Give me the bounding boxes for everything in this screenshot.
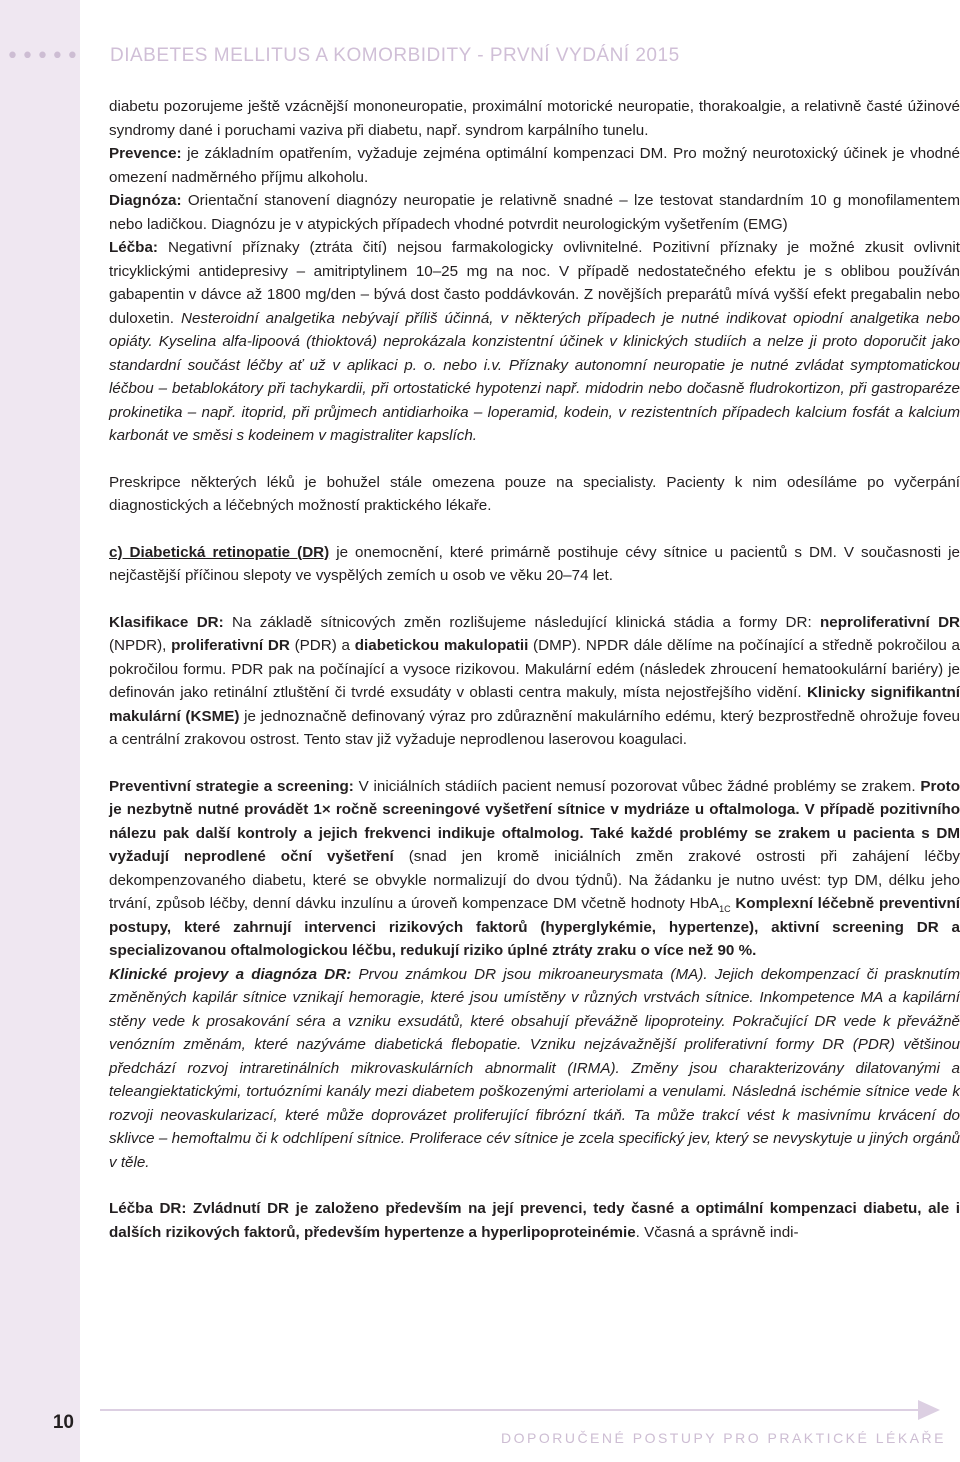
- retinopatie-heading: c) Diabetická retinopatie (DR): [109, 543, 330, 561]
- footer-title: DOPORUČENÉ POSTUPY PRO PRAKTICKÉ LÉKAŘE: [501, 1430, 946, 1446]
- diagnoza-label: Diagnóza:: [109, 192, 182, 209]
- screening-label: Preventivní strategie a screening:: [109, 777, 354, 795]
- paragraph-diagnoza: Diagnóza: Orientační stanovení diagnózy neuropatie je relativně snadné – lze testovat standardním 10 g monofilamentem nebo ladičkou. Diagnózu je v atypických případech vhodné potvrdit neurologickým vyšetřením (EMG): [109, 192, 960, 233]
- page-number-box: [0, 1402, 80, 1444]
- paragraph-neuropathy-intro: diabetu pozorujeme ještě vzácnější mononeuropatie, proximální motorické neuropatie, thorakoalgie, a relativně časté úžinové syndromy dané i poruchami vaziva při diabetu, např. syndrom karpálního tunelu.: [109, 98, 960, 139]
- lecba-label: Léčba:: [109, 239, 158, 256]
- lecba-dr-label: Léčba DR: Zvládnutí DR je založeno především na její prevenci, tedy časné a optimální kompenzaci diabetu, ale i dalších rizikových faktorů, především hypertenze a hyperlipoproteinémie: [109, 1200, 960, 1241]
- paragraph-lecba: Léčba: Negativní příznaky (ztráta čití) nejsou farmakologicky ovlivnitelné. Pozitivní příznaky je možné zkusit ovlivnit tricyklickými antidepresivy – amitriptylinem 10–25 mg na noc. V případě nedostatečného efektu je s oblibou používán gabapentin v dávce až 1800 mg/den – bývá dost často poddávkován. Z novějších preparátů mívá vyšší efekt pregabalin nebo duloxetin. Nesteroidní analgetika nebývají příliš účinná, v některých případech je nutné indikovat opiodní analgetika nebo opiáty. Kyselina alfa-lipoová (thioktová) neprokázala konzistentní účinek v klinických studiích a nelze ji proto doporučit jako standardní součást léčby ať už v aplikaci p. o. nebo i.v. Příznaky autonomní neuropatie je nutné zvládat symptomatickou léčbou – betablokátory při tachykardii, při ortostatické hypotenzi např. midodrin nebo dočasně fludrokortizon, při gastroparéze prokinetika – např. itoprid, při průjmech antidiarhoika – loperamid, kodein, v rezistentních případech kalcium fosfát a kalcium karbonát ve směsi s kodeinem v magistraliter kapslích.: [109, 239, 960, 444]
- paragraph-preskripce: Preskripce některých léků je bohužel stále omezena pouze na specialisty. Pacienty k nim odesíláme po vyčerpání diagnostických a léčebných možností praktického lékaře.: [109, 473, 960, 514]
- paragraph-lecba-dr: Léčba DR: Zvládnutí DR je založeno především na její prevenci, tedy časné a optimální kompenzaci diabetu, ale i dalších rizikových faktorů, především hypertenze a hyperlipoproteinémie. Včasná a správně indi-: [109, 1200, 960, 1241]
- left-sidebar-band: [0, 0, 80, 1462]
- paragraph-projevy: Klinické projevy a diagnóza DR: Prvou známkou DR jsou mikroaneurysmata (MA). Jejich dekompenzací či prasknutím změněných kapilár sítnice vznikají hemoragie, které jsou umístěny v různých vrstvách sítnice. Inkompetence MA a kapilární stěny vede k prosakování séra a vzniku exsudátů, které obsahují převážně lipoproteiny. Pokračující DR vede k převážně venózním změnám, které nazýváme diabetická flebopatie. Vzniku nejzávažnější proliferativní formy DR (PDR) většinou předchází rozvoj intraretinálních mikrovaskulárních abnormalit (IRMA). Změny jsou charakterizovány dilatovanými a teleangiektatickými, tortuózními kanály mezi diabetem poškozenými arteriolami a venulami. Následná ischémie sítnice vede k rozvoji neovaskularizací, které může doprovázet proliferující fibrózní tkáň. Ta může trakcí vést k masivnímu krvácení do sklivce – hemoftalmu či k odchlípení sítnice. Proliferace cév sítnice je zcela specifický jev, který se nevyskytuje u jiných orgánů v těle.: [109, 965, 960, 1171]
- prevence-label: Prevence:: [109, 145, 182, 162]
- projevy-label: Klinické projevy a diagnóza DR:: [109, 965, 352, 983]
- footer-rule: [100, 1409, 920, 1411]
- klasifikace-label: Klasifikace DR:: [109, 613, 224, 631]
- paragraph-klasifikace: Klasifikace DR: Na základě sítnicových změn rozlišujeme následující klinická stádia a formy DR: neproliferativní DR (NPDR), proliferativní DR (PDR) a diabetickou makulopatii (DMP). NPDR dále dělíme na počínající a středně pokročilou a pokročilou formu. PDR pak na počínající a vysoce rizikovou. Makulární edém (následek zhroucení hematookulární bariéry) je definován jako retinální ztluštění či tvrdé exsudáty v oblasti centra makuly, místa nejostřejšího vidění. Klinicky signifikantní makulární (KSME) je jednoznačně definovaný výraz pro zdůraznění makulárního edému, který bezprostředně ohrožuje foveu a centrální zrakovou ostrost. Tento stav již vyžaduje neprodlenou laserovou koagulaci.: [109, 613, 960, 748]
- paragraph-screening: Preventivní strategie a screening: V iniciálních stádiích pacient nemusí pozorovat vůbec žádné problémy se zrakem. Proto je nezbytně nutné provádět 1× ročně screeningové vyšetření sítnice v mydriáze u oftalmologa. V případě pozitivního nálezu pak další kontroly a jejich frekvenci indikuje oftalmolog. Také každé problémy se zrakem u pacienta s DM vyžadují neprodlené oční vyšetření (snad jen kromě iniciálních změn zrakové ostrosti při zahájení léčby dekompenzovaného diabetu, které se obvykle normalizují do dvou týdnů). Na žádanku je nutno uvést: typ DM, délku jeho trvání, způsob léčby, denní dávku inzulínu a úroveň kompenzace DM včetně hodnoty HbA$_{1C}$ Komplexní léčebně preventivní postupy, které zahrnují intervenci rizikových faktorů (hyperglykémie, hypertenze), aktivní screening DR a specializovanou oftalmologickou léčbu, redukují riziko úplné ztráty zraku o více než 90 %.: [109, 777, 960, 959]
- paragraph-retinopatie: c) Diabetická retinopatie (DR) je onemocnění, které primárně postihuje cévy sítnice u pacientů s DM. V současnosti je nejčastější příčinou slepoty ve vyspělých zemích u osob ve věku 20–74 let.: [109, 543, 960, 584]
- main-text: [109, 95, 960, 1385]
- page-number: 10: [52, 1412, 74, 1433]
- header-title: DIABETES MELLITUS A KOMORBIDITY - PRVNÍ VYDÁNÍ 2015: [110, 45, 680, 66]
- header-dots: •••••: [6, 43, 81, 69]
- footer-arrow-icon: [918, 1400, 940, 1420]
- paragraph-prevence: Prevence: je základním opatřením, vyžaduje zejména optimální kompenzaci DM. Pro možný neurotoxický účinek je vhodné omezení nadměrného příjmu alkoholu.: [109, 145, 960, 186]
- running-header: [0, 38, 900, 74]
